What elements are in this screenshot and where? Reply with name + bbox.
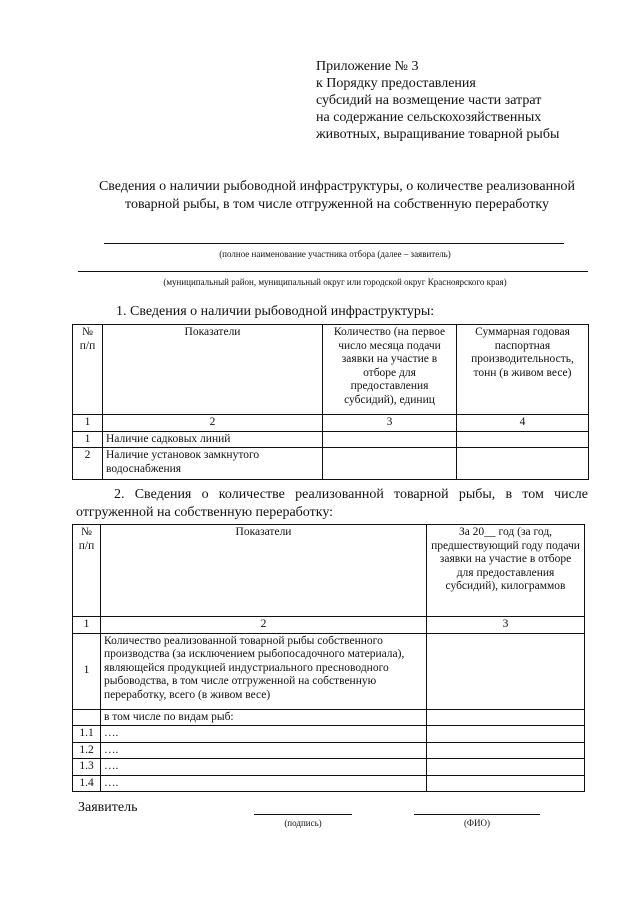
row-number: 1.2	[73, 742, 101, 759]
table-row	[73, 617, 585, 634]
col-number: 1	[73, 415, 103, 432]
year-quantity-cell[interactable]	[427, 775, 585, 792]
table-row	[73, 742, 585, 759]
row-number: 1	[73, 633, 101, 709]
col-number: 1	[73, 617, 101, 634]
empty-cell	[427, 709, 585, 726]
signature-caption: (подпись)	[284, 818, 322, 828]
col-number: 2	[101, 617, 427, 634]
row-label: Наличие установок замкнутого водоснабжения	[103, 448, 323, 480]
year-quantity-cell[interactable]	[427, 726, 585, 743]
section2-table	[72, 524, 585, 792]
section2-heading-line: отгруженной на собственную переработку:	[76, 505, 334, 520]
capacity-cell[interactable]	[457, 431, 589, 448]
row-number: 1	[73, 431, 103, 448]
signature-line[interactable]	[254, 814, 352, 815]
appendix-line: животных, выращивание товарной рыбы	[316, 127, 560, 142]
section1-table	[72, 324, 589, 480]
table-row	[73, 775, 585, 792]
table-row	[73, 709, 585, 726]
col-header-indicators: Показатели	[103, 325, 323, 415]
table-row	[73, 415, 589, 432]
capacity-cell[interactable]	[457, 448, 589, 480]
territory-caption: (муниципальный район, муниципальный округ или городской округ Красноярского края)	[163, 277, 507, 287]
document-title	[60, 178, 614, 214]
col-header-year-quantity: За 20__ год (за год, предшествующий году подачи заявки на участие в отборе для предоставления субсидий), килограммов	[427, 525, 585, 617]
empty-cell	[73, 709, 101, 726]
row-number: 1.4	[73, 775, 101, 792]
year-quantity-cell[interactable]	[427, 633, 585, 709]
applicant-name-caption: (полное наименование участника отбора (далее – заявитель)	[219, 249, 451, 259]
col-number: 3	[427, 617, 585, 634]
col-header-capacity: Суммарная годовая паспортная производительность, тонн (в живом весе)	[457, 325, 589, 415]
table-header-row	[73, 325, 589, 415]
table-header-row	[73, 525, 585, 617]
row-label: ….	[101, 775, 427, 792]
col-header-num: № п/п	[73, 525, 101, 617]
year-quantity-cell[interactable]	[427, 742, 585, 759]
applicant-name-line	[104, 243, 564, 244]
section1-heading: 1. Сведения о наличии рыбоводной инфраструктуры:	[116, 304, 435, 319]
row-label: Количество реализованной товарной рыбы собственного производства (за исключением рыбопосадочного материала), являющейся продукцией индустриального пресноводного рыбоводства, в том числе отгруженной на собственную переработку, всего (в живом весе)	[101, 633, 427, 709]
title-line: товарной рыбы, в том числе отгруженной на собственную переработку	[125, 197, 549, 212]
row-label: ….	[101, 759, 427, 776]
name-line[interactable]	[414, 814, 540, 815]
table-row	[73, 431, 589, 448]
name-caption: (ФИО)	[463, 818, 491, 828]
subheader-label: в том числе по видам рыб:	[101, 709, 427, 726]
year-quantity-cell[interactable]	[427, 759, 585, 776]
appendix-line: субсидий на возмещение части затрат	[316, 93, 542, 108]
quantity-cell[interactable]	[323, 448, 457, 480]
col-number: 2	[103, 415, 323, 432]
section2-heading-line: 2. Сведения о количестве реализованной товарной рыбы, в том числе	[114, 487, 588, 502]
territory-line	[78, 271, 588, 272]
row-label: Наличие садковых линий	[103, 431, 323, 448]
table-row	[73, 633, 585, 709]
row-number: 1.3	[73, 759, 101, 776]
table-row	[73, 448, 589, 480]
appendix-block	[316, 58, 616, 143]
col-number: 3	[323, 415, 457, 432]
col-header-num: № п/п	[73, 325, 103, 415]
col-header-quantity: Количество (на первое число месяца подачи заявки на участие в отборе для предоставления субсидий), единиц	[323, 325, 457, 415]
appendix-line: на содержание сельскохозяйственных	[316, 110, 542, 125]
applicant-label: Заявитель	[78, 800, 138, 815]
row-number: 2	[73, 448, 103, 480]
col-header-indicators: Показатели	[101, 525, 427, 617]
col-number: 4	[457, 415, 589, 432]
appendix-line: Приложение № 3	[316, 59, 419, 74]
row-number: 1.1	[73, 726, 101, 743]
appendix-line: к Порядку предоставления	[316, 76, 476, 91]
title-line: Сведения о наличии рыбоводной инфраструктуры, о количестве реализованной	[98, 179, 576, 194]
section2-heading	[76, 486, 588, 522]
table-row	[73, 726, 585, 743]
table-row	[73, 759, 585, 776]
quantity-cell[interactable]	[323, 431, 457, 448]
row-label: ….	[101, 726, 427, 743]
row-label: ….	[101, 742, 427, 759]
